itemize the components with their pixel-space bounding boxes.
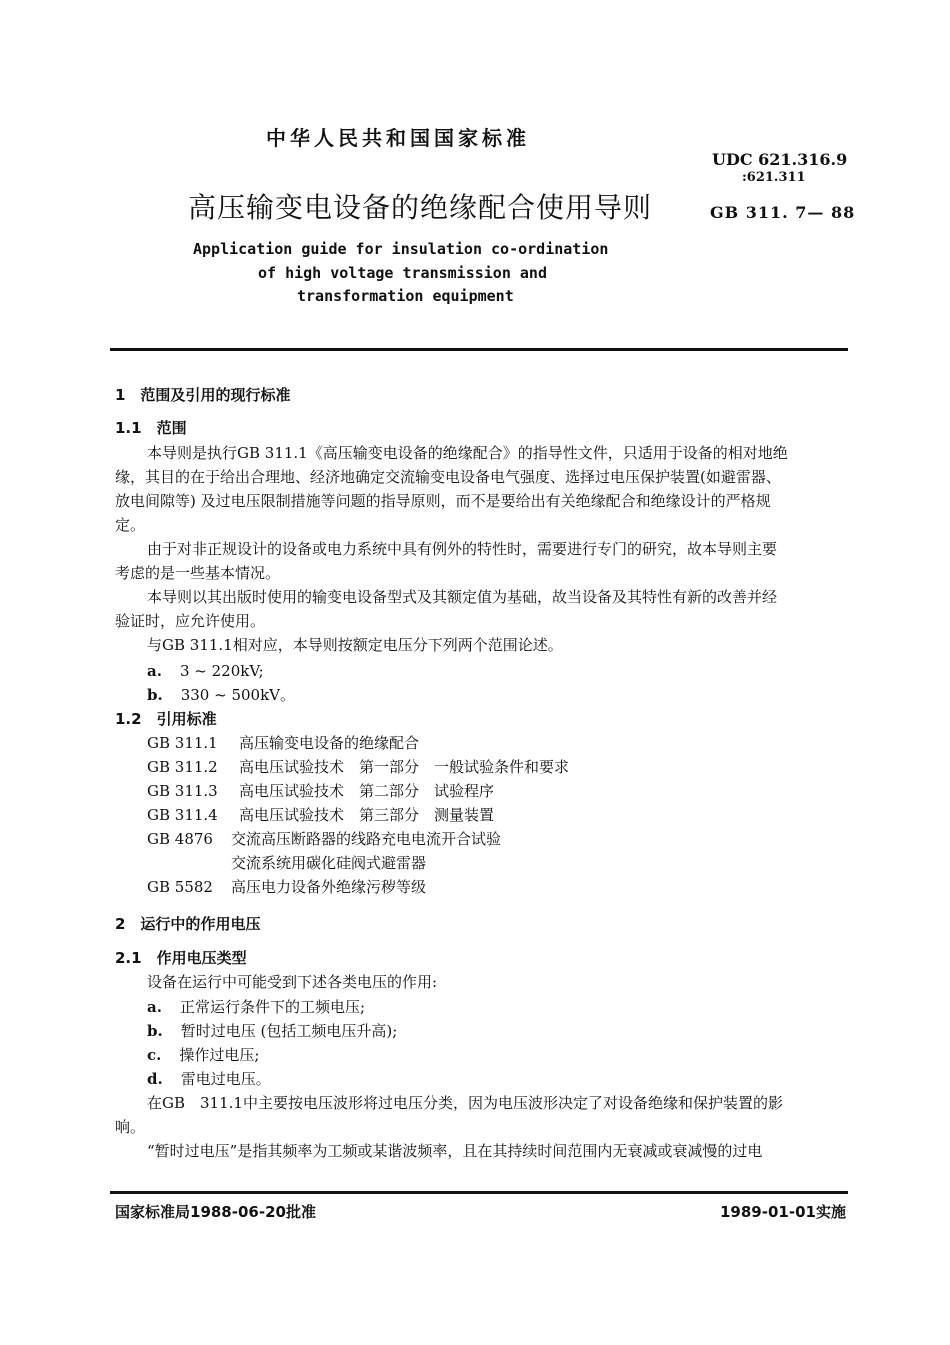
paragraph-4: 与GB 311.1相对应，本导则按额定电压分下列两个范围论述。 xyxy=(147,636,563,654)
document-title-en-2: of high voltage transmission and xyxy=(258,264,547,282)
udc-line-2: :621.311 xyxy=(742,170,806,185)
section-2-1-heading: 2.1 作用电压类型 xyxy=(115,949,247,967)
voltage-d-text: 雷电过电压。 xyxy=(180,1070,271,1088)
range-a-label: a. xyxy=(147,662,162,680)
reference-item xyxy=(147,877,426,897)
section-1-heading: 1 范围及引用的现行标准 xyxy=(115,386,291,404)
reference-code: GB 4876 xyxy=(147,830,213,848)
voltage-a-text: 正常运行条件下的工频电压; xyxy=(179,998,366,1016)
voltage-item-a xyxy=(147,997,365,1017)
range-b-label: b. xyxy=(147,686,163,704)
document-title-en-3: transformation equipment xyxy=(297,287,514,305)
reference-item xyxy=(147,757,569,777)
range-a-text: 3 ~ 220kV; xyxy=(179,662,264,680)
reference-item xyxy=(147,805,494,825)
voltage-item-d xyxy=(147,1069,271,1089)
reference-title: 高电压试验技术 第一部分 一般试验条件和要求 xyxy=(239,758,570,776)
paragraph-1-line-2: 缘，其目的在于给出合理地、经济地确定交流输变电设备电气强度、选择过电压保护装置(如避雷器、 xyxy=(115,468,781,486)
paragraph-6-line-1: 在GB 311.1中主要按电压波形将过电压分类，因为电压波形决定了对设备绝缘和保护装置的影 xyxy=(147,1094,783,1112)
effective-date: 1989-01-01实施 xyxy=(720,1203,846,1221)
reference-title: 交流高压断路器的线路充电电流开合试验 xyxy=(231,830,502,848)
range-b-text: 330 ~ 500kV。 xyxy=(180,686,296,704)
reference-title: 高电压试验技术 第二部分 试验程序 xyxy=(239,782,495,800)
gb-number: GB 311. 7— 88 xyxy=(710,203,856,222)
voltage-b-label: b. xyxy=(147,1022,163,1040)
reference-title: 高压电力设备外绝缘污秽等级 xyxy=(231,878,427,896)
range-item-b xyxy=(147,685,295,705)
reference-item xyxy=(147,781,494,801)
voltage-d-label: d. xyxy=(147,1070,163,1088)
document-title-cn: 高压输变电设备的绝缘配合使用导则 xyxy=(188,191,653,224)
voltage-b-text: 暂时过电压 (包括工频电压升高); xyxy=(180,1022,398,1040)
reference-item xyxy=(147,829,501,849)
udc-line-1: UDC 621.316.9 xyxy=(712,150,848,169)
voltage-item-b xyxy=(147,1021,397,1041)
range-item-a xyxy=(147,661,264,681)
reference-title: 交流系统用碳化硅阀式避雷器 xyxy=(231,854,427,872)
reference-title: 高压输变电设备的绝缘配合 xyxy=(239,734,420,752)
paragraph-1-line-3: 放电间隙等) 及过电压限制措施等问题的指导原则，而不是要给出有关绝缘配合和绝缘设计的严格规 xyxy=(115,492,771,510)
reference-item xyxy=(147,733,419,753)
paragraph-7-line-1: “暂时过电压”是指其频率为工频或某谐波频率，且在其持续时间范围内无衰减或衰减慢的过电 xyxy=(147,1142,763,1160)
voltage-a-label: a. xyxy=(147,998,162,1016)
reference-code: GB 311.4 xyxy=(147,806,218,824)
approval-date: 国家标准局1988-06-20批准 xyxy=(115,1203,316,1221)
national-standard-title: 中华人民共和国国家标准 xyxy=(266,126,530,150)
reference-title: 高电压试验技术 第三部分 测量装置 xyxy=(239,806,495,824)
reference-code: GB 311.3 xyxy=(147,782,218,800)
document-title-en-1: Application guide for insulation co-ordination xyxy=(193,240,609,258)
paragraph-3-line-2: 验证时，应允许使用。 xyxy=(115,612,266,630)
section-1-1-heading: 1.1 范围 xyxy=(115,419,187,437)
voltage-c-label: c. xyxy=(147,1046,162,1064)
reference-code: GB 311.1 xyxy=(147,734,218,752)
reference-item xyxy=(147,853,426,873)
paragraph-6-line-2: 响。 xyxy=(115,1118,146,1136)
reference-code: GB 311.2 xyxy=(147,758,218,776)
section-1-2-heading: 1.2 引用标准 xyxy=(115,710,217,728)
paragraph-1-line-1: 本导则是执行GB 311.1《高压输变电设备的绝缘配合》的指导性文件，只适用于设备的相对地绝 xyxy=(147,444,788,462)
voltage-item-c xyxy=(147,1045,259,1065)
footer-divider xyxy=(110,1191,848,1194)
header-divider xyxy=(110,348,848,351)
paragraph-2-line-1: 由于对非正规设计的设备或电力系统中具有例外的特性时，需要进行专门的研究，故本导则主要 xyxy=(147,540,778,558)
paragraph-3-line-1: 本导则以其出版时使用的输变电设备型式及其额定值为基础，故当设备及其特性有新的改善并经 xyxy=(147,588,778,606)
section-2-heading: 2 运行中的作用电压 xyxy=(115,915,261,933)
paragraph-5: 设备在运行中可能受到下述各类电压的作用: xyxy=(147,973,438,991)
voltage-c-text: 操作过电压; xyxy=(179,1046,260,1064)
paragraph-1-line-4: 定。 xyxy=(115,516,146,534)
paragraph-2-line-2: 考虑的是一些基本情况。 xyxy=(115,564,281,582)
reference-code: GB 5582 xyxy=(147,878,213,896)
